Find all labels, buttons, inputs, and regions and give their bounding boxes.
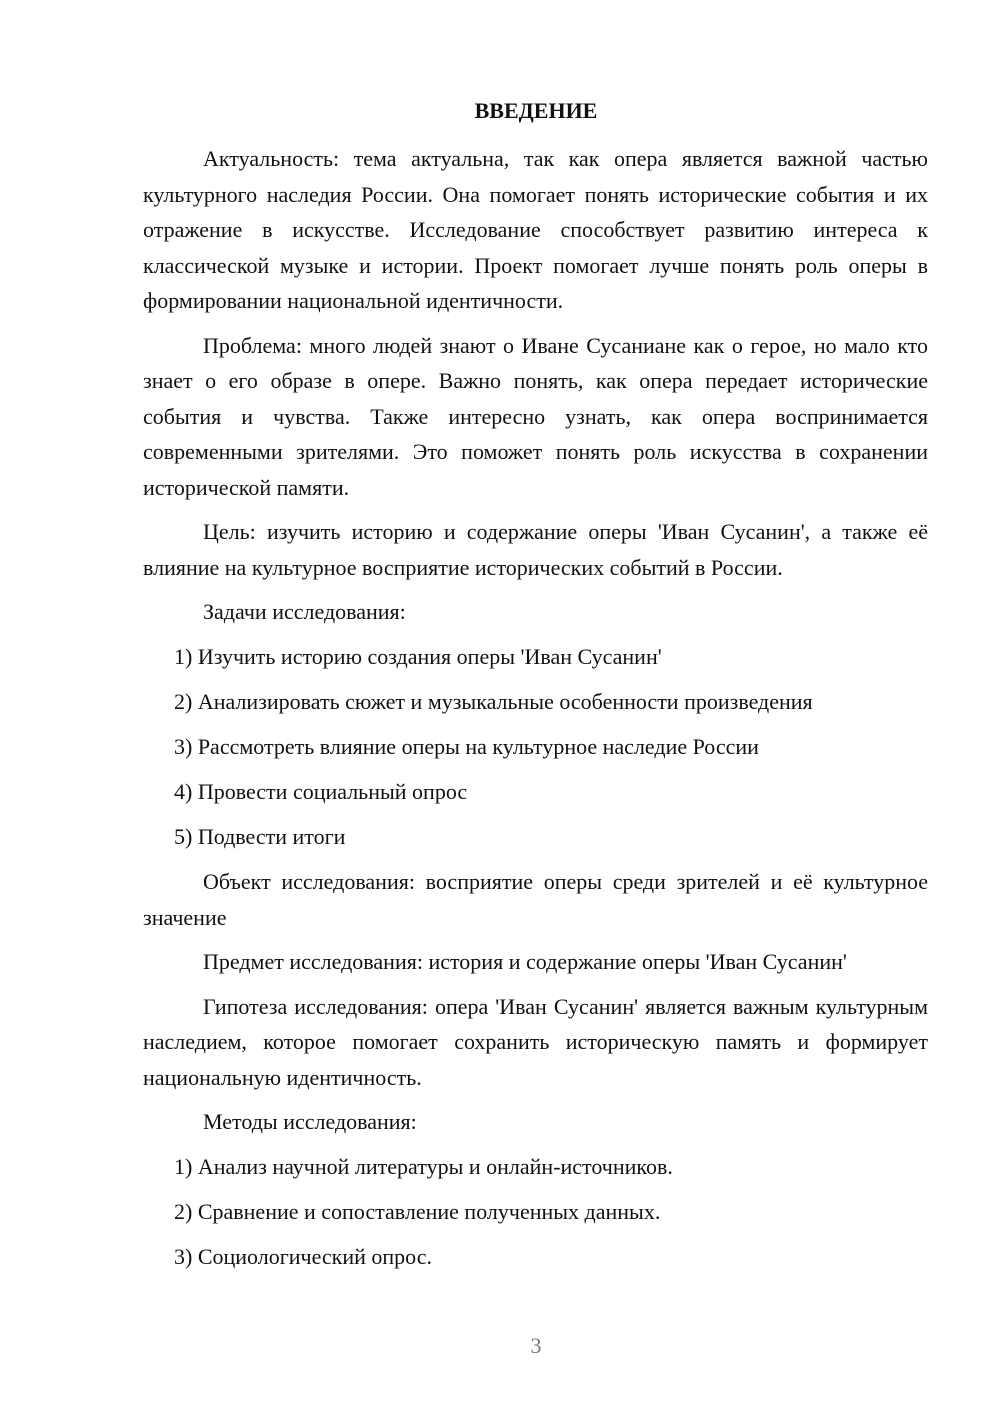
hypothesis-paragraph: Гипотеза исследования: опера 'Иван Сусанин' является важным культурным наследием, которое помогает сохранить историческую память и формирует национальную идентичность. bbox=[143, 993, 928, 1090]
list-item: 1) Анализ научной литературы и онлайн-источников. bbox=[174, 1154, 673, 1179]
goal-paragraph: Цель: изучить историю и содержание оперы 'Иван Сусанин', а также её влияние на культурное восприятие исторических событий в России. bbox=[143, 519, 928, 580]
methods-list bbox=[143, 1149, 928, 1275]
page-number: 3 bbox=[530, 1333, 542, 1358]
list-item: 1) Изучить историю создания оперы 'Иван Сусанин' bbox=[174, 644, 662, 669]
list-item: 3) Социологический опрос. bbox=[174, 1244, 432, 1269]
relevance-paragraph: Актуальность: тема актуальна, так как опера является важной частью культурного наследия России. Она помогает понять исторические события и их отражение в искусстве. Исследование способствует развитию интереса к классической музыке и истории. Проект помогает лучше понять роль оперы в формировании национальной идентичности. bbox=[143, 146, 928, 313]
object-paragraph: Объект исследования: восприятие оперы среди зрителей и её культурное значение bbox=[143, 869, 928, 930]
document-body bbox=[143, 141, 928, 1284]
tasks-list bbox=[143, 639, 928, 855]
list-item: 2) Сравнение и сопоставление полученных данных. bbox=[174, 1199, 661, 1224]
page-title: ВВЕДЕНИЕ bbox=[474, 98, 598, 123]
methods-heading: Методы исследования: bbox=[203, 1109, 417, 1134]
tasks-heading: Задачи исследования: bbox=[203, 599, 406, 624]
problem-paragraph: Проблема: много людей знают о Иване Сусаниане как о герое, но мало кто знает о его образе в опере. Важно понять, как опера передает исторические события и чувства. Также интересно узнать, как опера воспринимается современными зрителями. Это поможет понять роль искусства в сохранении исторической памяти. bbox=[143, 332, 928, 500]
list-item: 4) Провести социальный опрос bbox=[174, 779, 468, 804]
list-item: 3) Рассмотреть влияние оперы на культурное наследие России bbox=[174, 734, 759, 759]
list-item: 5) Подвести итоги bbox=[174, 824, 346, 849]
list-item: 2) Анализировать сюжет и музыкальные особенности произведения bbox=[174, 689, 813, 714]
subject-paragraph: Предмет исследования: история и содержание оперы 'Иван Сусанин' bbox=[203, 949, 847, 974]
